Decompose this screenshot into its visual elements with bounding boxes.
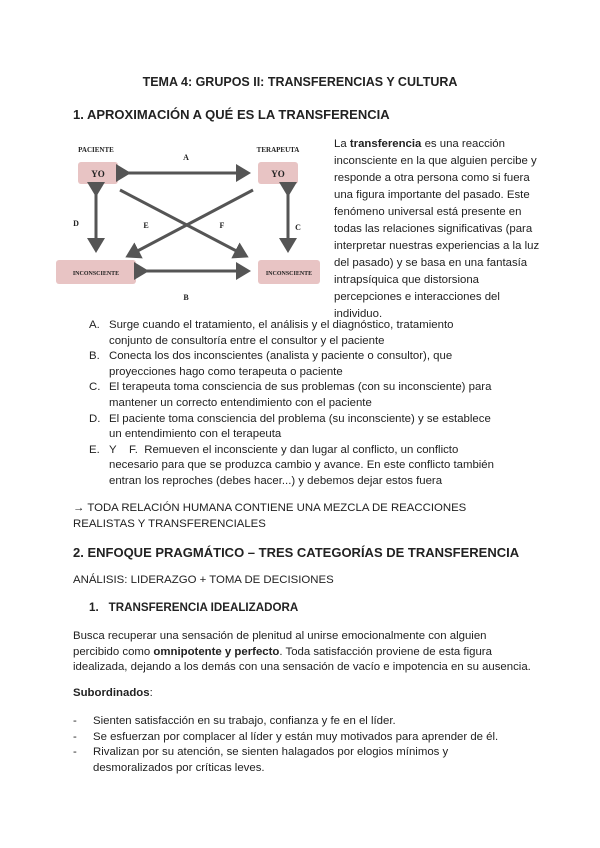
arrow-c-label: C xyxy=(295,223,301,232)
box-inconsciente-terapeuta-label: INCONSCIENTE xyxy=(265,271,313,277)
intro-prefix: La xyxy=(334,138,350,150)
arrow-d-label: D xyxy=(73,219,79,228)
arrow-b-label: B xyxy=(183,293,189,302)
arrow-e-label: E xyxy=(143,221,149,230)
list-item: B. Conecta los dos inconscientes (analista y paciente o consultor), que proyecciones hago como terapeuta o paciente xyxy=(89,350,453,378)
subordinados-label: Subordinados: xyxy=(73,687,153,699)
list-item: E. Y F. Remueven el inconsciente y dan lugar al conflicto, un conflicto necesario para que se produzca cambio y avance. En este conflicto también entran los reproches (debes hacer...) y debemos dejar estos fuera xyxy=(89,443,494,487)
box-yo-paciente-label: YO xyxy=(91,169,105,179)
box-yo-terapeuta-label: YO xyxy=(271,169,285,179)
list-item: C. El terapeuta toma consciencia de sus problemas (con su inconsciente) para mantener un correcto entendimiento con el paciente xyxy=(89,381,492,409)
label-terapeuta: TERAPEUTA xyxy=(256,146,300,154)
section2-heading: 2. ENFOQUE PRAGMÁTICO – TRES CATEGORÍAS DE TRANSFERENCIA xyxy=(73,545,520,560)
section1-heading: 1. APROXIMACIÓN A QUÉ ES LA TRANSFERENCIA xyxy=(73,107,390,122)
summary-note: → TODA RELACIÓN HUMANA CONTIENE UNA MEZCLA DE REACCIONES REALISTAS Y TRANSFERENCIALES xyxy=(73,502,467,530)
idealizadora-paragraph: Busca recuperar una sensación de plenitud al unirse emocionalmente con alguien percibido como omnipotente y perfecto. Toda satisfacción proviene de esta figura idealizada, dejando a los demás con una sensación de vacío e impotencia en su ausencia. xyxy=(73,630,531,674)
list-item: - Se esfuerzan por complacer al líder y están muy motivados para aprender de él. xyxy=(73,730,499,743)
list-item: - Rivalizan por su atención, se sienten halagados por elogios mínimos y desmoralizados por críticas leves. xyxy=(73,746,449,774)
arrow-a-label: A xyxy=(183,153,189,162)
label-paciente: PACIENTE xyxy=(78,146,114,154)
intro-bold: transferencia xyxy=(349,138,422,150)
arrow-explanations xyxy=(89,318,549,490)
arrow-f-label: F xyxy=(219,221,225,230)
list-item: D. El paciente toma consciencia del problema (su inconsciente) y se establece un entendimiento con el terapeuta xyxy=(89,412,491,441)
page-title: TEMA 4: GRUPOS II: TRANSFERENCIAS Y CULTURA xyxy=(142,75,458,89)
subordinados-list xyxy=(73,714,553,776)
arrow-e xyxy=(120,190,246,256)
analysis-line: ANÁLISIS: LIDERAZGO + TOMA DE DECISIONES xyxy=(73,574,334,586)
list-item: - Sienten satisfacción en su trabajo, confianza y fe en el líder. xyxy=(73,715,396,727)
transference-definition: La transferencia es una reacción inconsciente en la que alguien percibe y responde a otra persona como si fuera una figura importante del pasado. Este fenómeno universal está presente en todas las relaciones significativas (para interpretar nuestras experiencias a la luz del pasado) y se basa en una fantasía intrapsíquica que distorsiona percepciones e interacciones del individuo. xyxy=(334,138,540,320)
transference-diagram xyxy=(48,138,328,308)
subheading-idealizadora: 1. TRANSFERENCIA IDEALIZADORA xyxy=(89,601,299,614)
box-inconsciente-paciente-label: INCONSCIENTE xyxy=(72,271,120,277)
list-item: A. Surge cuando el tratamiento, el análisis y el diagnóstico, tratamiento conjunto de consultoría entre el consultor y el paciente xyxy=(89,319,454,347)
